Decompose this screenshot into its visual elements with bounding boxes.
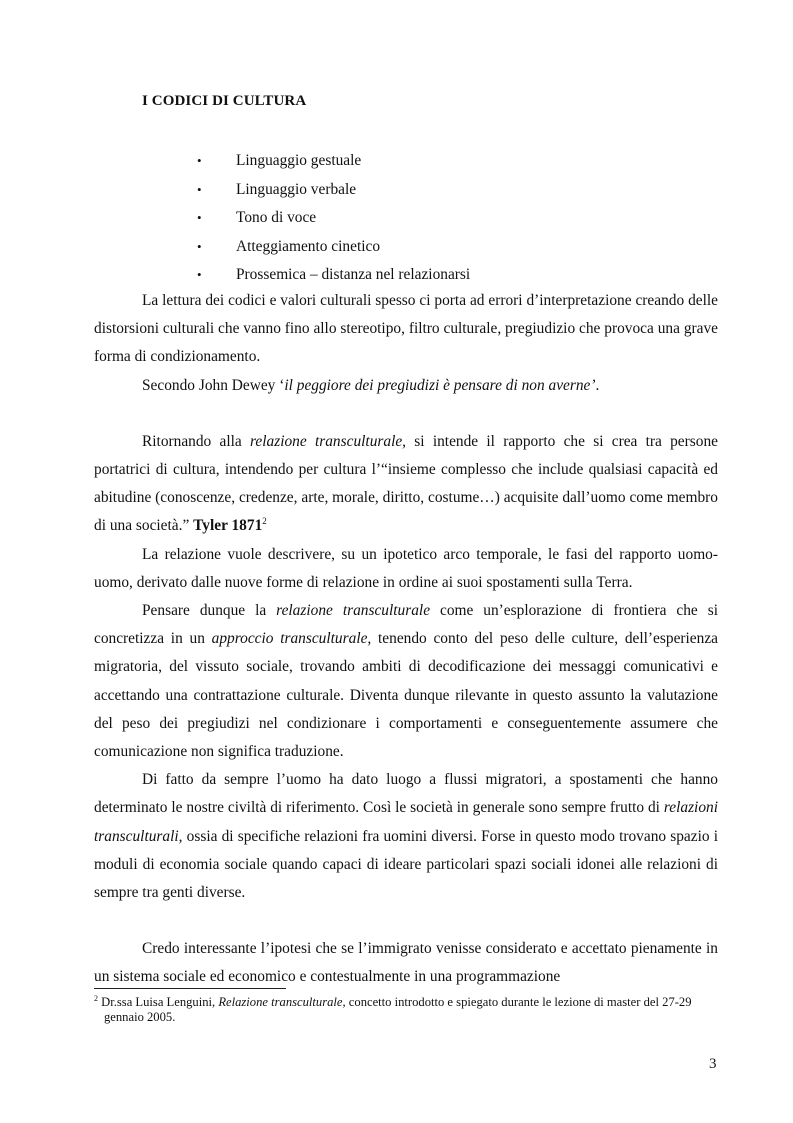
- list-item-text: Linguaggio gestuale: [236, 152, 362, 169]
- paragraph-transcultural-relation: Ritornando alla relazione transculturale, si intende il rapporto che si crea tra persone portatrici di cultura, intendendo per cultura l’“insieme complesso che include qualsiasi capacità ed abitudine (conoscenze, credenze, arte, morale, diritto, costume…) acquisite dall’uomo come membro di una società.” Tyler 1871$^2$: [94, 432, 718, 535]
- list-item: [0, 204, 793, 233]
- page-number: 3: [709, 1056, 717, 1072]
- footnote-divider: [94, 988, 286, 989]
- list-item-text: Prossemica – distanza nel relazionarsi: [236, 266, 471, 284]
- footnote: $^2$ Dr.ssa Luisa Lenguini, Relazione transculturale, concetto introdotto e spiegato durante le lezione di master del 27-29 gennaio 2005.: [94, 994, 692, 1025]
- list-item: [0, 147, 793, 176]
- list-item-text: Linguaggio verbale: [236, 180, 357, 198]
- list-item-text: Tono di voce: [236, 209, 317, 227]
- bullet-icon: •: [197, 210, 202, 226]
- dewey-quote: il peggiore dei pregiudizi è pensare di non averne’: [284, 376, 596, 394]
- bullet-icon: •: [197, 238, 202, 254]
- paragraph-immigrant-hypothesis: Credo interessante l’ipotesi che se l’immigrato venisse considerato e accettato pienamente in un sistema sociale ed economico e contestualmente in una programmazione: [94, 940, 718, 986]
- bullet-icon: •: [197, 153, 202, 168]
- bullet-icon: •: [197, 267, 202, 283]
- list-item: [0, 176, 793, 205]
- paragraph-codes-reading: La lettura dei codici e valori culturali spesso ci porta ad errori d’interpretazione creando delle distorsioni culturali che vanno fino allo stereotipo, filtro culturale, pregiudizio che provoca una grave forma di condizionamento.: [94, 292, 718, 366]
- body-text: [94, 287, 718, 992]
- paragraph-relation-description: La relazione vuole descrivere, su un ipotetico arco temporale, le fasi del rapporto uomo-uomo, derivato dalle nuove forme di relazione in ordine ai suoi spostamenti sulla Terra.: [94, 545, 718, 591]
- footnote-ref[interactable]: 2: [262, 516, 267, 527]
- paragraph-dewey-quote: Secondo John Dewey ‘il peggiore dei pregiudizi è pensare di non averne’.: [142, 376, 600, 394]
- list-item: [0, 233, 793, 262]
- paragraph-frontier-exploration: Pensare dunque la relazione transculturale come un’esplorazione di frontiera che si concretizza in un approccio transculturale, tenendo conto del peso delle culture, dell’esperienza migratoria, del vissuto sociale, trovando ambiti di decodificazione dei messaggi comunicativi e accettando una contrattazione culturale. Diventa dunque rilevante in questo assunto la valutazione del peso dei pregiudizi nel condizionare i comportamenti e conseguentemente assumere che comunicazione non significa traduzione.: [94, 602, 718, 761]
- tyler-citation: Tyler 1871: [193, 517, 263, 535]
- paragraph-migration-flows: Di fatto da sempre l’uomo ha dato luogo a flussi migratori, a spostamenti che hanno determinato le nostre civiltà di riferimento. Così le società in generale sono sempre frutto di relazioni transculturali, ossia di specifiche relazioni fra uomini diversi. Forse in questo modo trovano spazio i moduli di economia sociale quando capaci di ideare particolari spazi sociali idonei alle relazioni di sempre tra genti diverse.: [94, 771, 718, 902]
- section-heading: I CODICI DI CULTURA: [142, 93, 307, 109]
- list-item-text: Atteggiamento cinetico: [236, 237, 381, 255]
- culture-codes-list: [0, 147, 793, 290]
- list-item: [0, 261, 793, 290]
- bullet-icon: •: [197, 181, 202, 197]
- footnote-number: 2: [94, 994, 98, 1003]
